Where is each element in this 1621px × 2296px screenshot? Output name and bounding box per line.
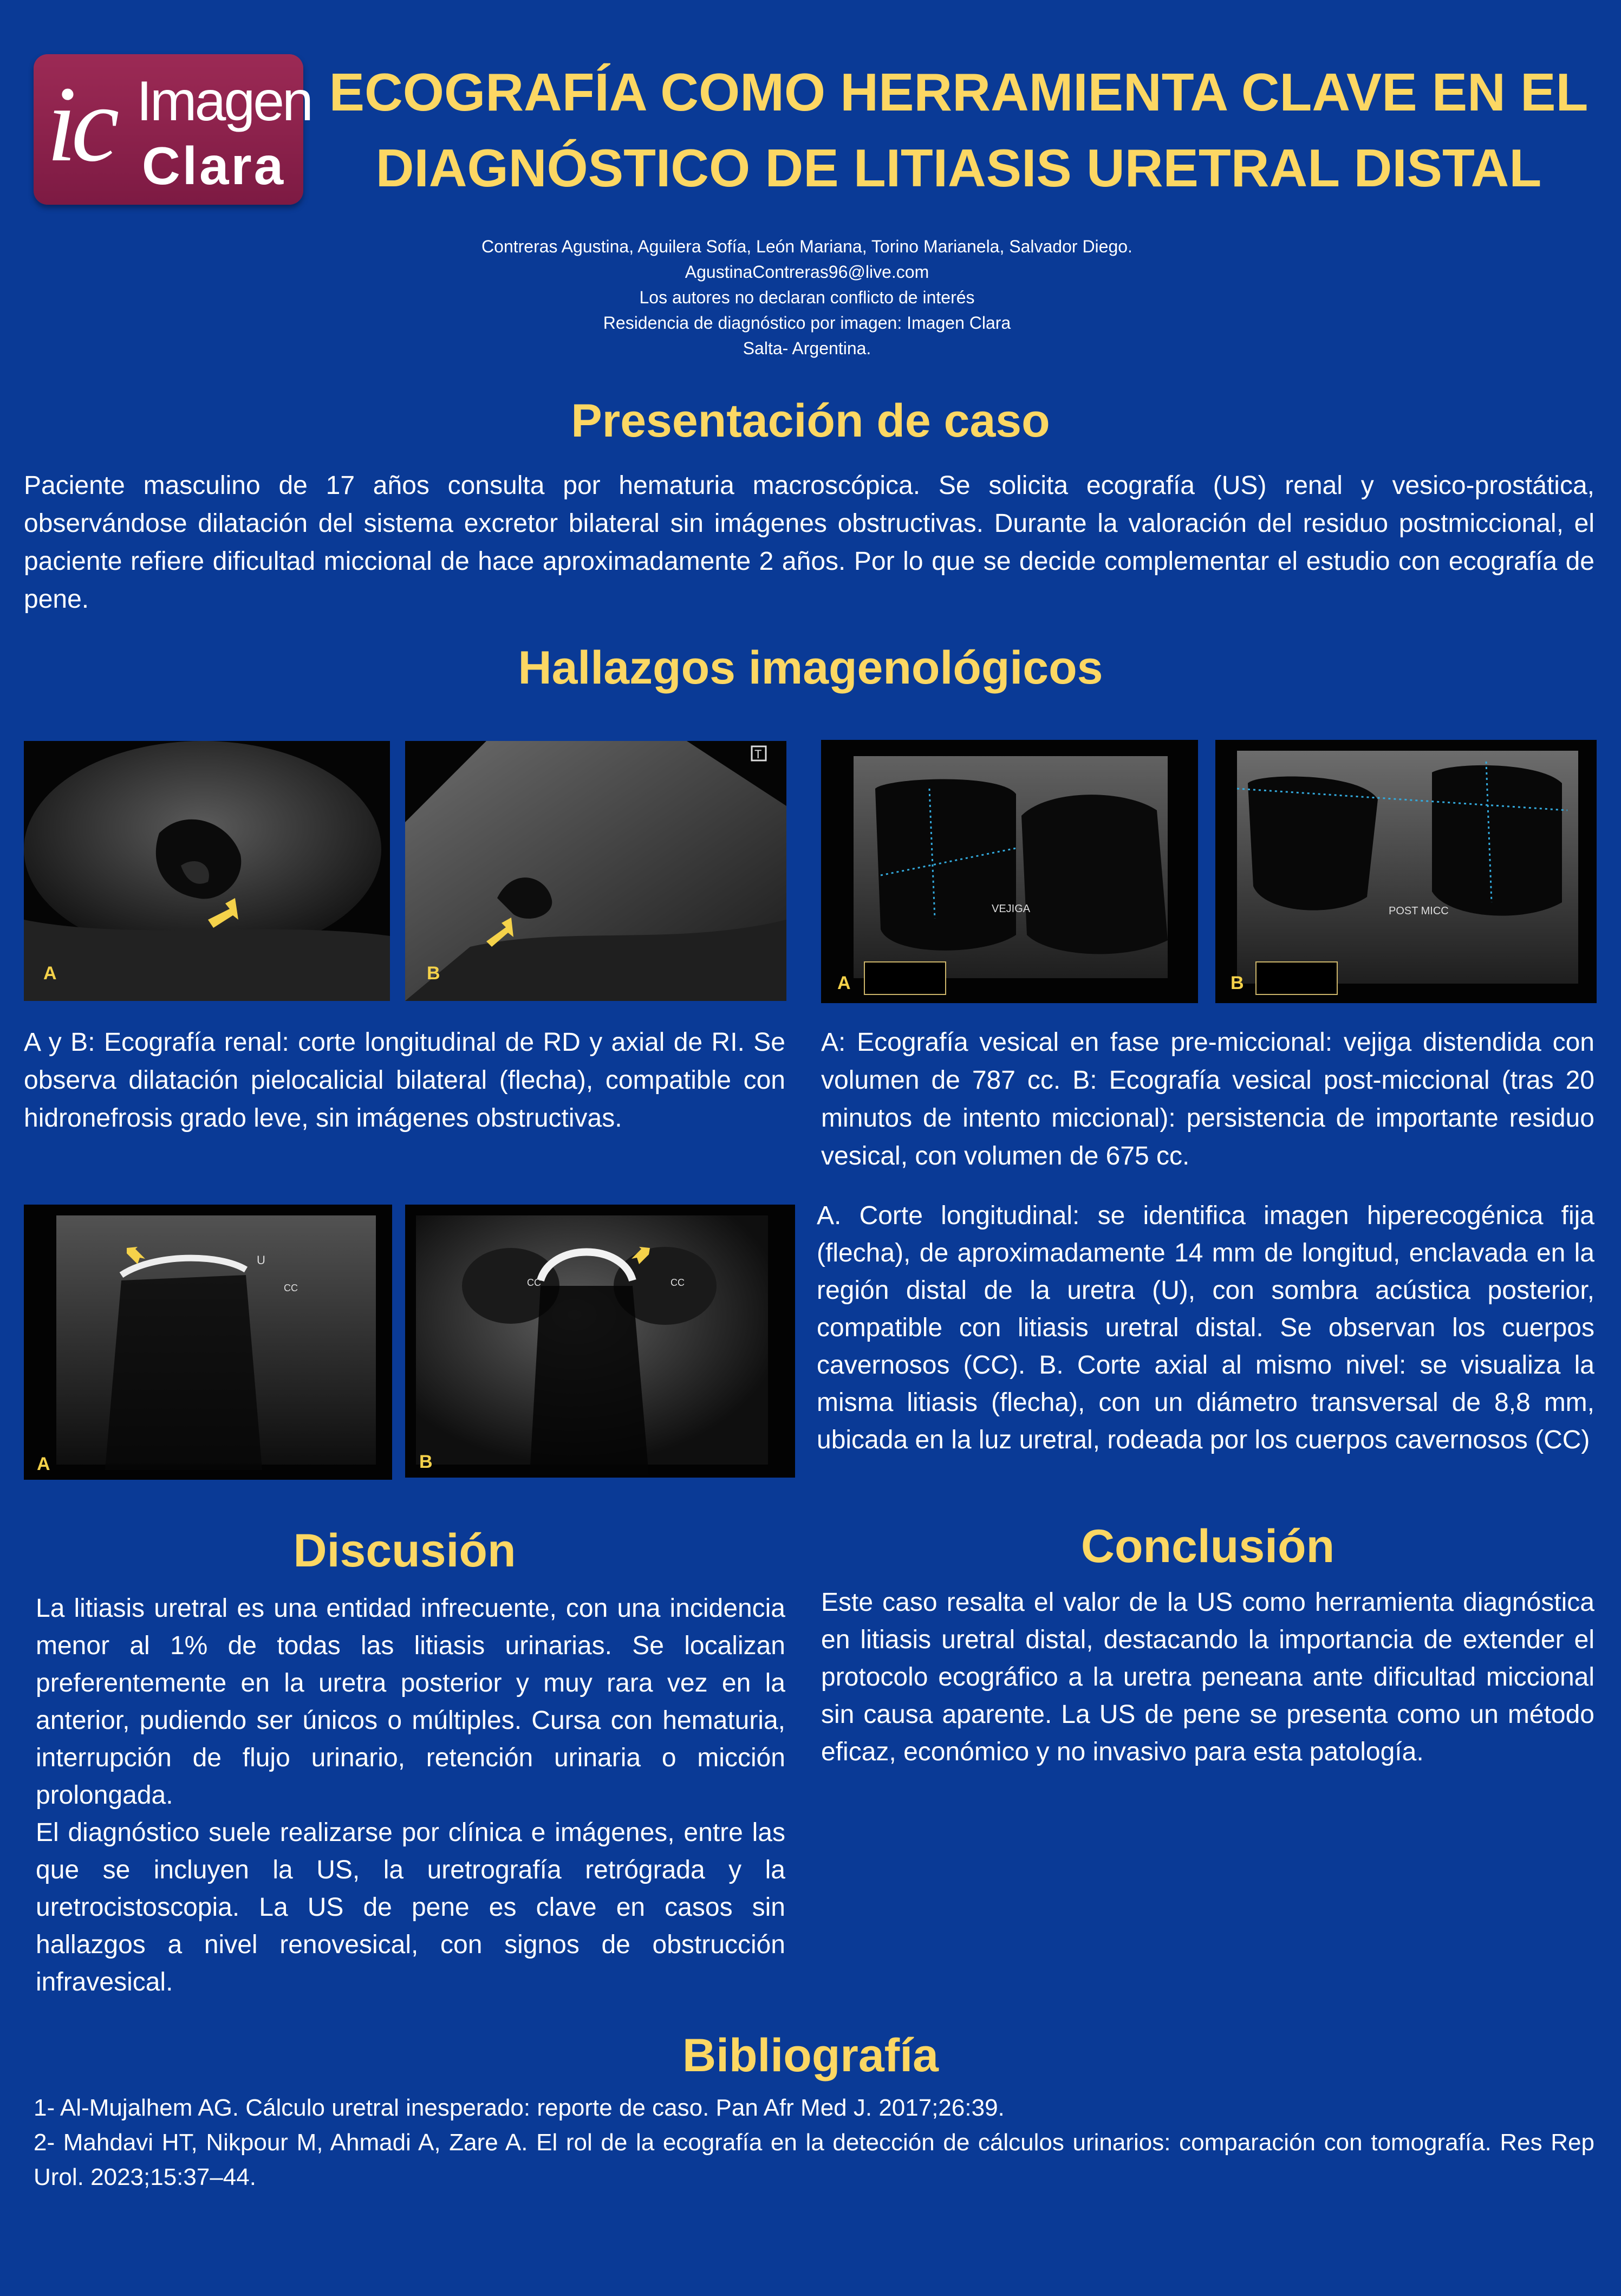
conflict-statement: Los autores no declaran conflicto de interés — [639, 288, 975, 307]
renal-us-image-b — [405, 741, 786, 1001]
penile-us-image-b — [405, 1205, 795, 1478]
residency: Residencia de diagnóstico por imagen: Imagen Clara — [603, 313, 1011, 333]
discussion-text — [36, 1590, 785, 2001]
logo — [34, 54, 311, 205]
svg-text:T: T — [754, 747, 762, 761]
penile-b-cc-right: CC — [670, 1277, 685, 1288]
logo-word-clara: Clara — [142, 136, 286, 196]
logo-mark: ic — [47, 64, 114, 184]
bladder-a-label: A — [837, 973, 851, 993]
findings-heading: Hallazgos imagenológicos — [518, 642, 1103, 694]
penile-us-image-a — [24, 1205, 392, 1480]
bladder-us-image-b — [1215, 740, 1597, 1003]
logo-word-imagen: Imagen — [136, 70, 311, 133]
location: Salta- Argentina. — [743, 339, 871, 358]
bibliography-heading: Bibliografía — [682, 2030, 939, 2082]
bladder-us-image-a — [821, 740, 1198, 1003]
renal-us-image-a — [24, 741, 390, 1001]
bladder-a-organ-label: VEJIGA — [992, 903, 1031, 915]
renal-caption: A y B: Ecografía renal: corte longitudinal de RD y axial de RI. Se observa dilatación pielocalicial bilateral (flecha), compatible con hidronefrosis grado leve, sin imágenes obstructivas. — [24, 1028, 785, 1133]
reference-item: 2- Mahdavi HT, Nikpour M, Ahmadi A, Zare A. El rol de la ecografía en la detección de cálculos urinarios: comparación con tomografía. Res Rep Urol. 2023;15:37–44. — [34, 2129, 1594, 2190]
penile-caption: A. Corte longitudinal: se identifica imagen hiperecogénica fija (flecha), de aproximadamente 14 mm de longitud, enclavada en la región distal de la uretra (U), con sombra acústica posterior, compatible con litiasis uretral distal. Se observan los cuerpos cavernosos (CC). B. Corte axial al mismo nivel: se visualiza la misma litiasis (flecha), con un diámetro transversal de 8,8 mm, ubicada en la luz uretral, rodeada por los cuerpos cavernosos (CC) — [817, 1201, 1594, 1454]
presentation-heading: Presentación de caso — [571, 395, 1050, 447]
renal-a-label: A — [43, 963, 57, 984]
penile-b-cc-left: CC — [527, 1277, 541, 1288]
title-line-2: DIAGNÓSTICO DE LITIASIS URETRAL DISTAL — [375, 138, 1542, 198]
author-email: AgustinaContreras96@live.com — [685, 262, 929, 282]
discussion-heading: Discusión — [293, 1525, 516, 1577]
conclusion-heading: Conclusión — [1080, 1520, 1335, 1572]
bladder-b-organ-label: POST MICC — [1389, 905, 1449, 917]
penile-a-cc-label: CC — [284, 1283, 298, 1293]
presentation-text: Paciente masculino de 17 años consulta por hematuria macroscópica. Se solicita ecografía (US) renal y vesico-prostática, observándose dilatación del sistema excretor bilateral sin imágenes obstructivas. Durante la valoración del residuo postmiccional, el paciente refiere dificultad miccional de hace aproximadamente 2 años. Por lo que se decide complementar el estudio con ecografía de pene. — [24, 471, 1594, 614]
reference-item: 1- Al-Mujalhem AG. Cálculo uretral inesperado: reporte de caso. Pan Afr Med J. 2017;26:39. — [34, 2095, 1005, 2121]
bladder-caption: A: Ecografía vesical en fase pre-miccional: vejiga distendida con volumen de 787 cc. B: Ecografía vesical post-miccional (tras 20 minutos de intento miccional): persistencia de importante residuo vesical, con volumen de 675 cc. — [821, 1028, 1594, 1170]
bladder-b-label: B — [1231, 973, 1244, 993]
penile-a-label: A — [37, 1454, 50, 1474]
conclusion-text: Este caso resalta el valor de la US como herramienta diagnóstica en litiasis uretral distal, destacando la importancia de extender el protocolo ecográfico a la uretra peneana ante dificultad miccional sin causa aparente. La US de pene se presenta como un método eficaz, económico y no invasivo para esta patología. — [821, 1588, 1594, 1766]
bibliography-list — [34, 2091, 1594, 2195]
title-line-1: ECOGRAFÍA COMO HERRAMIENTA CLAVE EN EL — [329, 62, 1589, 122]
discussion-paragraph-2: El diagnóstico suele realizarse por clínica e imágenes, entre las que se incluyen la US, la uretrografía retrógrada y la uretrocistoscopia. La US de pene es clave en casos sin hallazgos a nivel renovesical, con signos de obstrucción infravesical. — [36, 1818, 785, 1996]
discussion-paragraph-1: La litiasis uretral es una entidad infrecuente, con una incidencia menor al 1% de todas las litiasis urinarias. Se localizan preferentemente en la uretra posterior y muy rara vez en la anterior, pudiendo ser únicos o múltiples. Cursa con hematuria, interrupción de flujo urinario, retención urinaria o micción prolongada. — [36, 1594, 785, 1810]
author-names: Contreras Agustina, Aguilera Sofía, León Mariana, Torino Marianela, Salvador Diego. — [481, 237, 1132, 256]
penile-a-u-label: U — [257, 1253, 265, 1267]
poster-title — [309, 54, 1609, 206]
penile-b-label: B — [419, 1452, 433, 1472]
renal-b-label: B — [427, 963, 440, 984]
authors-block — [379, 234, 1235, 361]
